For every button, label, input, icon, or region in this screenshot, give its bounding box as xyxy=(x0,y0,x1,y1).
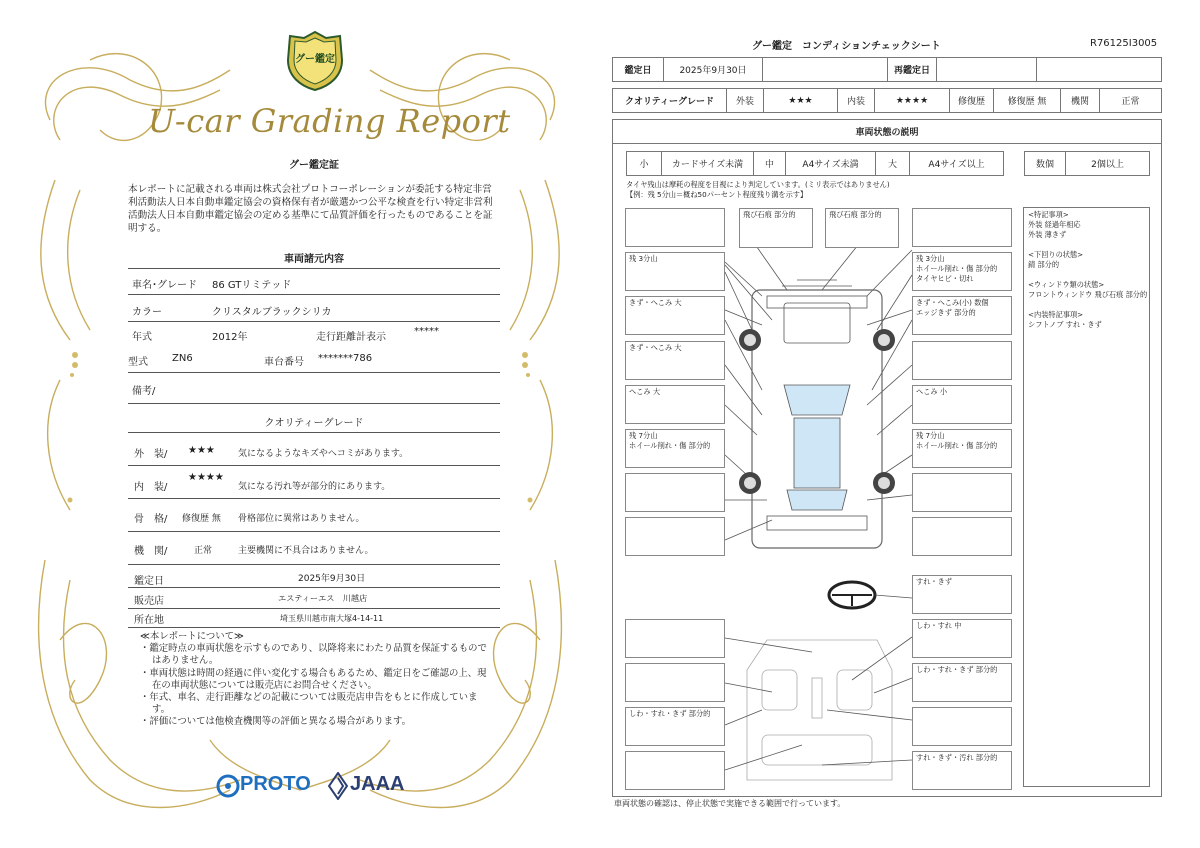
sheet-id: R76125I3005 xyxy=(1090,38,1158,49)
notes-line: <内装特記事項> xyxy=(1028,310,1084,319)
interior-box-left xyxy=(625,619,725,658)
sheet-footer: 車両状態の確認は、停止状態で実施できる範囲で行っています。 xyxy=(614,799,846,808)
specs-heading: 車両諸元内容 xyxy=(284,254,344,265)
quality-row-frame xyxy=(128,499,500,532)
notes-line: <下回りの状態> xyxy=(1028,250,1084,259)
frame-label: 骨 格/ xyxy=(134,514,168,525)
exterior-stars: ★★★ xyxy=(188,445,215,456)
engine-desc: 主要機関に不具合はありません。 xyxy=(238,546,374,556)
quality-row-exterior xyxy=(128,433,500,466)
model-value: ZN6 xyxy=(172,353,193,364)
engine-label: 機 関/ xyxy=(134,546,168,557)
frame-desc: 骨格部位に異常はありません。 xyxy=(238,514,365,524)
chassis-label: 車台番号 xyxy=(264,357,304,368)
interior-box-right: しわ・すれ・きず 部分的 xyxy=(912,663,1012,702)
report-notes xyxy=(140,631,490,729)
jaaa-logo-icon xyxy=(328,772,348,800)
note-item: ・年式、車名、走行距離などの記載については販売店申告をもとに作成しています。 xyxy=(140,692,478,716)
damage-box-right xyxy=(912,341,1012,380)
exterior-label: 外装 xyxy=(726,88,764,113)
notes-line: <特記事項> xyxy=(1028,210,1069,219)
goo-appraisal-badge xyxy=(286,30,344,92)
note-item: ・鑑定時点の車両状態を示すものであり、以降将来にわたり品質を保証するものではありません。 xyxy=(140,643,487,667)
condition-heading: 車両状態の説明 xyxy=(612,119,1162,144)
tire-example: 【例：残 5分山＝概ね50パーセント程度残り溝を示す】 xyxy=(626,190,808,199)
frame-value: 修復歴 無 xyxy=(182,514,221,524)
engine-label: 機関 xyxy=(1060,88,1100,113)
damage-box-left xyxy=(625,517,725,556)
exterior-label: 外 装/ xyxy=(134,449,168,460)
damage-box-left: 残 3分山 xyxy=(625,252,725,291)
inspection-date-value: 2025年9月30日 xyxy=(663,57,763,82)
size-large-desc: A4サイズ以上 xyxy=(909,151,1004,176)
certificate-intro: 本レポートに記載される車両は株式会社プロトコーポレーションが委託する特定非営利活動法人日本自動車鑑定協会の資格保有者が厳選かつ公平な検査を行い特定非営利活動法人日本自動車鑑定協会の定める基準にて品質評価を行ったものであることを証明する。 xyxy=(128,184,493,234)
notes-line: <ウィンドウ類の状態> xyxy=(1028,280,1105,289)
size-small: 小 xyxy=(626,151,662,176)
spec-row-name xyxy=(128,268,500,295)
exterior-desc: 気になるようなキズやヘコミがあります。 xyxy=(238,449,409,459)
damage-box-right: 残 7分山 ホイール削れ・傷 部分的 xyxy=(912,429,1012,468)
certificate-heading: グー鑑定証 xyxy=(289,160,339,171)
exterior-stars: ★★★ xyxy=(763,88,838,113)
address-value: 埼玉県川越市南大塚4-14-11 xyxy=(280,614,384,623)
notes-line: シフトノブ すれ・きず xyxy=(1028,320,1102,329)
info-row-address xyxy=(128,609,500,628)
special-notes xyxy=(1028,210,1147,330)
info-row-dealer xyxy=(128,588,500,609)
engine-value: 正常 xyxy=(1099,88,1162,113)
interior-box-right xyxy=(912,707,1012,746)
dealer-label: 販売店 xyxy=(134,596,164,607)
address-label: 所在地 xyxy=(134,615,164,626)
badge-text: グー鑑定 xyxy=(295,54,335,65)
empty-cell xyxy=(936,57,1037,82)
size-mid: 中 xyxy=(753,151,786,176)
mileage-value: ***** xyxy=(414,326,439,337)
damage-box-right: 残 3分山 ホイール削れ・傷 部分的 タイヤヒビ・切れ xyxy=(912,252,1012,291)
interior-box-left xyxy=(625,751,725,790)
damage-box-top-1: 飛び石痕 部分的 xyxy=(739,208,813,248)
sheet-title: グー鑑定 コンディションチェックシート xyxy=(752,41,941,52)
interior-label: 内 装/ xyxy=(134,482,168,493)
quality-row-engine xyxy=(128,532,500,565)
tire-note: タイヤ残山は摩耗の程度を目視により判定しています。(ミリ表示ではありません) xyxy=(626,180,890,189)
spec-row-remarks xyxy=(128,373,500,404)
reinspection-label: 再鑑定日 xyxy=(887,57,937,82)
model-label: 型式 xyxy=(128,357,148,368)
interior-stars: ★★★★ xyxy=(874,88,950,113)
interior-label: 内装 xyxy=(837,88,875,113)
mileage-label: 走行距離計表示 xyxy=(316,332,386,343)
report-title: U-car Grading Report xyxy=(148,102,511,140)
interior-box-left xyxy=(625,663,725,702)
interior-box-right: すれ・きず・汚れ 部分的 xyxy=(912,751,1012,790)
size-small-desc: カードサイズ未満 xyxy=(661,151,754,176)
damage-box-left xyxy=(625,473,725,512)
quality-heading: クオリティーグレード xyxy=(264,418,364,429)
damage-box-right xyxy=(912,473,1012,512)
spec-row-year xyxy=(128,322,500,346)
engine-value: 正常 xyxy=(194,546,213,556)
interior-box-right: すれ・きず xyxy=(912,575,1012,614)
damage-box-top-2: 飛び石痕 部分的 xyxy=(825,208,899,248)
notes-spacer xyxy=(1028,300,1147,310)
damage-box-left: 残 7分山 ホイール削れ・傷 部分的 xyxy=(625,429,725,468)
color-value: クリスタルブラックシリカ xyxy=(212,307,332,318)
notes-line: 外装 薄きず xyxy=(1028,230,1067,239)
damage-box-left: へこみ 大 xyxy=(625,385,725,424)
date-value: 2025年9月30日 xyxy=(298,574,366,584)
note-item: ・評価については他検査機関等の評価と異なる場合があります。 xyxy=(140,716,411,728)
spec-row-model xyxy=(128,346,500,373)
proto-logo-icon xyxy=(216,774,240,798)
interior-desc: 気になる汚れ等が部分的にあります。 xyxy=(238,482,391,492)
spec-row-color xyxy=(128,295,500,322)
notes-line: フロントウィンドウ 飛び石痕 部分的 xyxy=(1028,290,1148,299)
year-value: 2012年 xyxy=(212,332,248,343)
size-large: 大 xyxy=(875,151,910,176)
notes-spacer xyxy=(1028,270,1147,280)
note-item: ・車両状態は時間の経過に伴い変化する場合もあるため、鑑定日をご確認の上、現在の車両状態については販売店にお問合せください。 xyxy=(140,667,487,691)
remarks-label: 備考/ xyxy=(132,386,156,397)
interior-box-left: しわ・すれ・きず 部分的 xyxy=(625,707,725,746)
empty-cell xyxy=(1036,57,1162,82)
notes-spacer xyxy=(1028,240,1147,250)
damage-box-left: きず・へこみ 大 xyxy=(625,341,725,380)
inspection-date-label: 鑑定日 xyxy=(612,57,664,82)
size-mid-desc: A4サイズ未満 xyxy=(785,151,876,176)
damage-box-right: きず・へこみ(小) 数個 エッジきず 部分的 xyxy=(912,296,1012,335)
damage-box-right xyxy=(912,517,1012,556)
quality-grade-label: クオリティーグレード xyxy=(612,88,727,113)
interior-box-right: しわ・すれ 中 xyxy=(912,619,1012,658)
chassis-value: *******786 xyxy=(318,353,373,364)
count-desc: 2個以上 xyxy=(1065,151,1150,176)
proto-logo-text: PROTO xyxy=(240,773,311,795)
notes-heading: ≪本レポートについて≫ xyxy=(140,631,244,642)
interior-stars: ★★★★ xyxy=(188,472,224,483)
empty-cell xyxy=(762,57,888,82)
date-label: 鑑定日 xyxy=(134,576,164,587)
name-value: 86 GTリミテッド xyxy=(212,280,292,291)
damage-box-left: きず・へこみ 大 xyxy=(625,296,725,335)
count-label: 数個 xyxy=(1024,151,1066,176)
jaaa-logo-text: JAAA xyxy=(350,773,405,795)
notes-line: 錆 部分的 xyxy=(1028,260,1060,269)
dealer-value: エスティーエス 川越店 xyxy=(278,593,368,603)
quality-row-interior xyxy=(128,466,500,499)
info-row-date xyxy=(128,565,500,588)
damage-box-left xyxy=(625,208,725,247)
name-label: 車名･グレード xyxy=(132,280,197,291)
damage-box-right xyxy=(912,208,1012,247)
repair-value: 修復歴 無 xyxy=(993,88,1061,113)
damage-box-right: へこみ 小 xyxy=(912,385,1012,424)
color-label: カラー xyxy=(132,307,162,318)
repair-label: 修復歴 xyxy=(949,88,994,113)
year-label: 年式 xyxy=(132,332,152,343)
notes-line: 外装 経過年相応 xyxy=(1028,220,1081,229)
